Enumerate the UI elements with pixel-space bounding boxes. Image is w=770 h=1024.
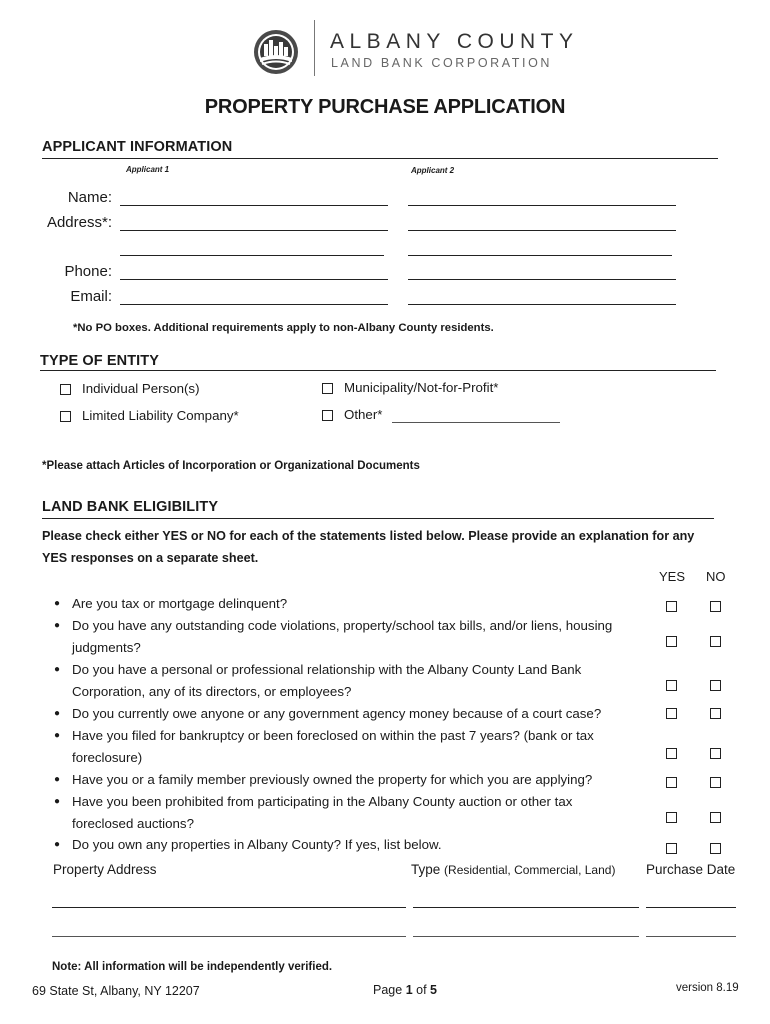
page-of: of xyxy=(416,983,427,997)
entity-option-label: Individual Person(s) xyxy=(82,381,200,396)
phone-label: Phone: xyxy=(64,263,112,280)
page-number xyxy=(373,983,437,997)
entity-option-municipality[interactable] xyxy=(322,379,542,397)
other-entity-field[interactable] xyxy=(392,422,560,423)
yes-checkbox[interactable] xyxy=(666,601,677,612)
column-property-address: Property Address xyxy=(53,862,157,877)
section-title-entity: TYPE OF ENTITY xyxy=(40,353,160,369)
yes-checkbox[interactable] xyxy=(666,748,677,759)
address-field-applicant-1[interactable] xyxy=(120,230,388,231)
bullet: ● xyxy=(54,598,61,609)
address-field-2-applicant-2[interactable] xyxy=(408,255,672,256)
entity-option-label: Municipality/Not-for-Profit* xyxy=(344,380,499,395)
bullet: ● xyxy=(54,708,61,719)
version-label: version 8.19 xyxy=(676,982,739,994)
section-rule-applicant xyxy=(42,158,718,159)
no-checkbox[interactable] xyxy=(710,601,721,612)
address-field-2-applicant-1[interactable] xyxy=(120,255,384,256)
section-rule-entity xyxy=(40,370,716,371)
no-checkbox[interactable] xyxy=(710,748,721,759)
no-checkbox[interactable] xyxy=(710,680,721,691)
eligibility-question: Do you have a personal or professional relationship with the Albany County Land Bank Corporation, any of its directors, or employees? xyxy=(72,662,582,699)
address-label: Address*: xyxy=(46,214,112,231)
verification-note: Note: All information will be independently verified. xyxy=(52,961,333,973)
phone-field-applicant-1[interactable] xyxy=(120,279,388,280)
purchase-date-field-2[interactable] xyxy=(646,936,736,937)
entity-note: *Please attach Articles of Incorporation or Organizational Documents xyxy=(42,460,420,472)
property-address-field-2[interactable] xyxy=(52,936,406,937)
applicant-2-label: Applicant 2 xyxy=(411,166,455,175)
bullet: ● xyxy=(54,620,61,631)
section-rule-eligibility xyxy=(42,518,714,519)
name-label: Name: xyxy=(67,189,112,206)
no-checkbox[interactable] xyxy=(710,708,721,719)
bullet: ● xyxy=(54,730,61,741)
yes-column-header: YES xyxy=(659,569,686,584)
bullet: ● xyxy=(54,839,61,850)
purchase-date-field-1[interactable] xyxy=(646,907,736,908)
checkbox[interactable] xyxy=(60,384,71,395)
page-current: 1 xyxy=(405,983,413,997)
yes-checkbox[interactable] xyxy=(666,680,677,691)
footer-address: 69 State St, Albany, NY 12207 xyxy=(32,984,200,998)
column-type-label: Type xyxy=(411,862,441,877)
section-title-applicant: APPLICANT INFORMATION xyxy=(42,139,233,155)
yes-checkbox[interactable] xyxy=(666,636,677,647)
no-checkbox[interactable] xyxy=(710,636,721,647)
column-type xyxy=(411,862,615,877)
email-field-applicant-1[interactable] xyxy=(120,304,388,305)
applicant-1-label: Applicant 1 xyxy=(126,165,170,174)
checkbox[interactable] xyxy=(322,410,333,421)
eligibility-question: Have you been prohibited from participating in the Albany County auction or other tax foreclosed auctions? xyxy=(72,794,573,831)
org-subtitle: LAND BANK CORPORATION xyxy=(331,56,553,70)
page-title: PROPERTY PURCHASE APPLICATION xyxy=(204,96,566,118)
property-address-field-1[interactable] xyxy=(52,907,406,908)
city-skyline-logo-icon xyxy=(252,28,300,76)
logo xyxy=(252,28,300,76)
eligibility-instructions: Please check either YES or NO for each of the statements listed below. Please provide an explanation for any YES responses on a separate sheet. xyxy=(42,529,695,565)
bullet: ● xyxy=(54,796,61,807)
no-checkbox[interactable] xyxy=(710,777,721,788)
applicant-note: *No PO boxes. Additional requirements apply to non-Albany County residents. xyxy=(73,322,494,334)
checkbox[interactable] xyxy=(322,383,333,394)
eligibility-question: Do you currently owe anyone or any government agency money because of a court case? xyxy=(72,706,602,721)
email-label: Email: xyxy=(70,288,112,305)
name-field-applicant-2[interactable] xyxy=(408,205,676,206)
yes-checkbox[interactable] xyxy=(666,777,677,788)
no-checkbox[interactable] xyxy=(710,812,721,823)
entity-option-label: Other* xyxy=(344,407,383,422)
eligibility-question: Do you have any outstanding code violations, property/school tax bills, and/or liens, housing judgments? xyxy=(72,618,613,655)
property-type-field-2[interactable] xyxy=(413,936,639,937)
eligibility-question: Are you tax or mortgage delinquent? xyxy=(72,596,288,611)
entity-option-individual[interactable] xyxy=(60,380,260,398)
eligibility-question: Have you filed for bankruptcy or been foreclosed on within the past 7 years? (bank or tax foreclosure) xyxy=(72,728,594,765)
org-name: ALBANY COUNTY xyxy=(330,30,579,53)
page-prefix: Page xyxy=(373,983,403,997)
yes-checkbox[interactable] xyxy=(666,843,677,854)
bullet: ● xyxy=(54,774,61,785)
entity-option-llc[interactable] xyxy=(60,407,280,425)
logo-divider xyxy=(314,20,315,76)
no-column-header: NO xyxy=(706,569,726,584)
bullet: ● xyxy=(54,664,61,675)
entity-option-label: Limited Liability Company* xyxy=(82,408,239,423)
eligibility-question: Do you own any properties in Albany County? If yes, list below. xyxy=(72,837,442,852)
phone-field-applicant-2[interactable] xyxy=(408,279,676,280)
eligibility-question: Have you or a family member previously owned the property for which you are applying? xyxy=(72,772,593,787)
page-total: 5 xyxy=(430,983,437,997)
checkbox[interactable] xyxy=(60,411,71,422)
column-purchase-date: Purchase Date xyxy=(646,862,736,877)
name-field-applicant-1[interactable] xyxy=(120,205,388,206)
address-field-applicant-2[interactable] xyxy=(408,230,676,231)
no-checkbox[interactable] xyxy=(710,843,721,854)
yes-checkbox[interactable] xyxy=(666,708,677,719)
yes-checkbox[interactable] xyxy=(666,812,677,823)
column-type-detail: (Residential, Commercial, Land) xyxy=(444,863,616,877)
email-field-applicant-2[interactable] xyxy=(408,304,676,305)
section-title-eligibility: LAND BANK ELIGIBILITY xyxy=(42,499,219,515)
property-type-field-1[interactable] xyxy=(413,907,639,908)
